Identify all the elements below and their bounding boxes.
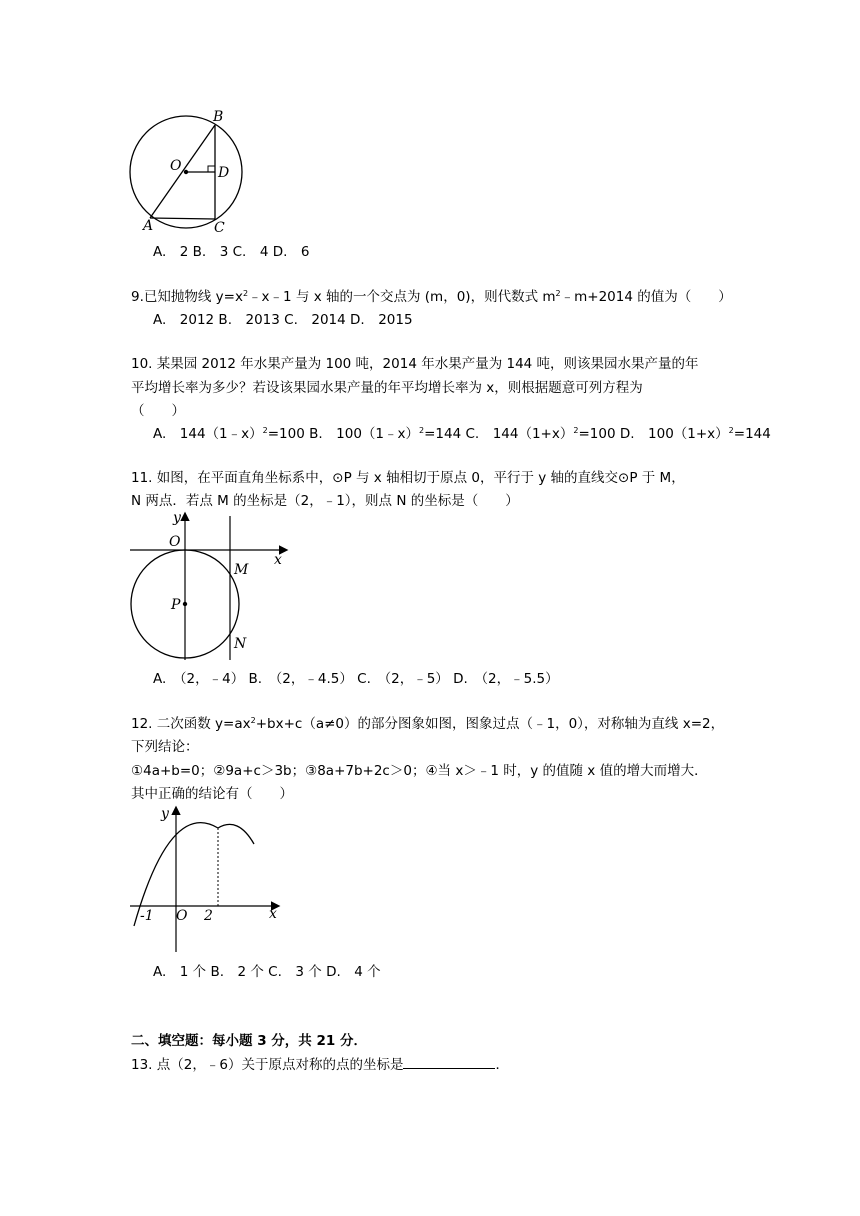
q10-line-3: （ ） [131,403,185,419]
q10-opt-a: A. 144（1﹣x） [153,426,263,442]
q8-circle-figure [118,104,268,239]
q9-text-3: ﹣m+2014 的值为（ ） [560,289,732,305]
right-angle-mark [208,166,215,172]
q9-stem [131,288,732,306]
q9-options: A. 2012 B. 2013 C. 2014 D. 2015 [153,312,413,328]
q12-line-1 [131,715,724,733]
q12-text-1: 12. 二次函数 y=ax [131,716,251,732]
q10-opt-d: =100 D. 100（1+x） [578,426,729,442]
q10-opt-d-exp: 2 [728,426,734,435]
q10-opt-a-exp: 2 [262,426,268,435]
label-neg1: -1 [140,908,154,924]
label-p: P [171,597,181,613]
label-x: x [274,552,282,568]
q11-line-1: 11. 如图，在平面直角坐标系中，⊙P 与 x 轴相切于原点 0，平行于 y 轴的直线交⊙P 于 M， [131,470,685,486]
label-o: O [169,534,181,550]
q10-opt-end: =144 [733,426,771,442]
label-y: y [161,806,169,822]
label-a: A [143,218,154,234]
q10-opt-b: =100 B. 100（1﹣x） [267,426,420,442]
center-p-dot [183,602,187,606]
q13-stem [131,1055,509,1074]
q10-line-1: 10. 某果园 2012 年水果产量为 100 吨，2014 年水果产量为 144 吨，则该果园水果产量的年 [131,356,699,372]
q13-end: ． [495,1057,509,1073]
q12-parabola-figure [126,802,291,957]
q9-text-2: ﹣x﹣1 与 x 轴的一个交点为 (m，0)，则代数式 m [248,289,556,305]
q12-line-2: 下列结论： [131,739,199,755]
q11-options: A. （2，﹣4） B. （2，﹣4.5） C. （2，﹣5） D. （2，﹣5.5） [153,671,559,687]
q12-options: A. 1 个 B. 2 个 C. 3 个 D. 4 个 [153,964,381,980]
q10-opt-c-exp: 2 [573,426,579,435]
section-2-title: 二、填空题：每小题 3 分，共 21 分． [131,1033,367,1049]
q12-exp: 2 [250,716,256,725]
label-c: C [214,220,225,236]
q10-opt-c: =144 C. 144（1+x） [424,426,574,442]
label-n: N [234,636,247,652]
label-b: B [213,109,224,125]
q9-exp-1: 2 [242,289,249,298]
q12-line-3: ①4a+b=0；②9a+c＞3b；③8a+7b+2c＞0；④当 x＞﹣1 时，y 的值随 x 值的增大而增大． [131,763,708,779]
answer-blank[interactable] [403,1055,495,1069]
label-x: x [269,906,277,922]
label-y: y [173,510,181,526]
label-m: M [234,562,249,578]
label-o: O [176,908,188,924]
label-d: D [218,165,230,181]
q10-line-2: 平均增长率为多少？若设该果园水果产量的年平均增长率为 x，则根据题意可列方程为 [131,380,643,396]
q8-options: A. 2 B. 3 C. 4 D. 6 [153,244,310,260]
q13-text: 13. 点（2，﹣6）关于原点对称的点的坐标是 [131,1057,404,1073]
q10-opt-b-exp: 2 [419,426,425,435]
q10-options [153,425,771,443]
q11-circle-figure [124,508,294,668]
q9-text-1: 9.已知抛物线 y=x [131,289,243,305]
segment-ac [150,218,215,219]
q11-line-2: N 两点．若点 M 的坐标是（2，﹣1），则点 N 的坐标是（ ） [131,493,519,509]
q12-line-4: 其中正确的结论有（ ） [131,786,293,802]
center-dot [184,170,188,174]
label-o: O [170,158,182,174]
q12-text-2: +bx+c（a≠0）的部分图象如图，图象过点（﹣1，0），对称轴为直线 x=2， [255,716,725,732]
label-two: 2 [204,908,213,924]
q9-exp-2: 2 [555,289,561,298]
